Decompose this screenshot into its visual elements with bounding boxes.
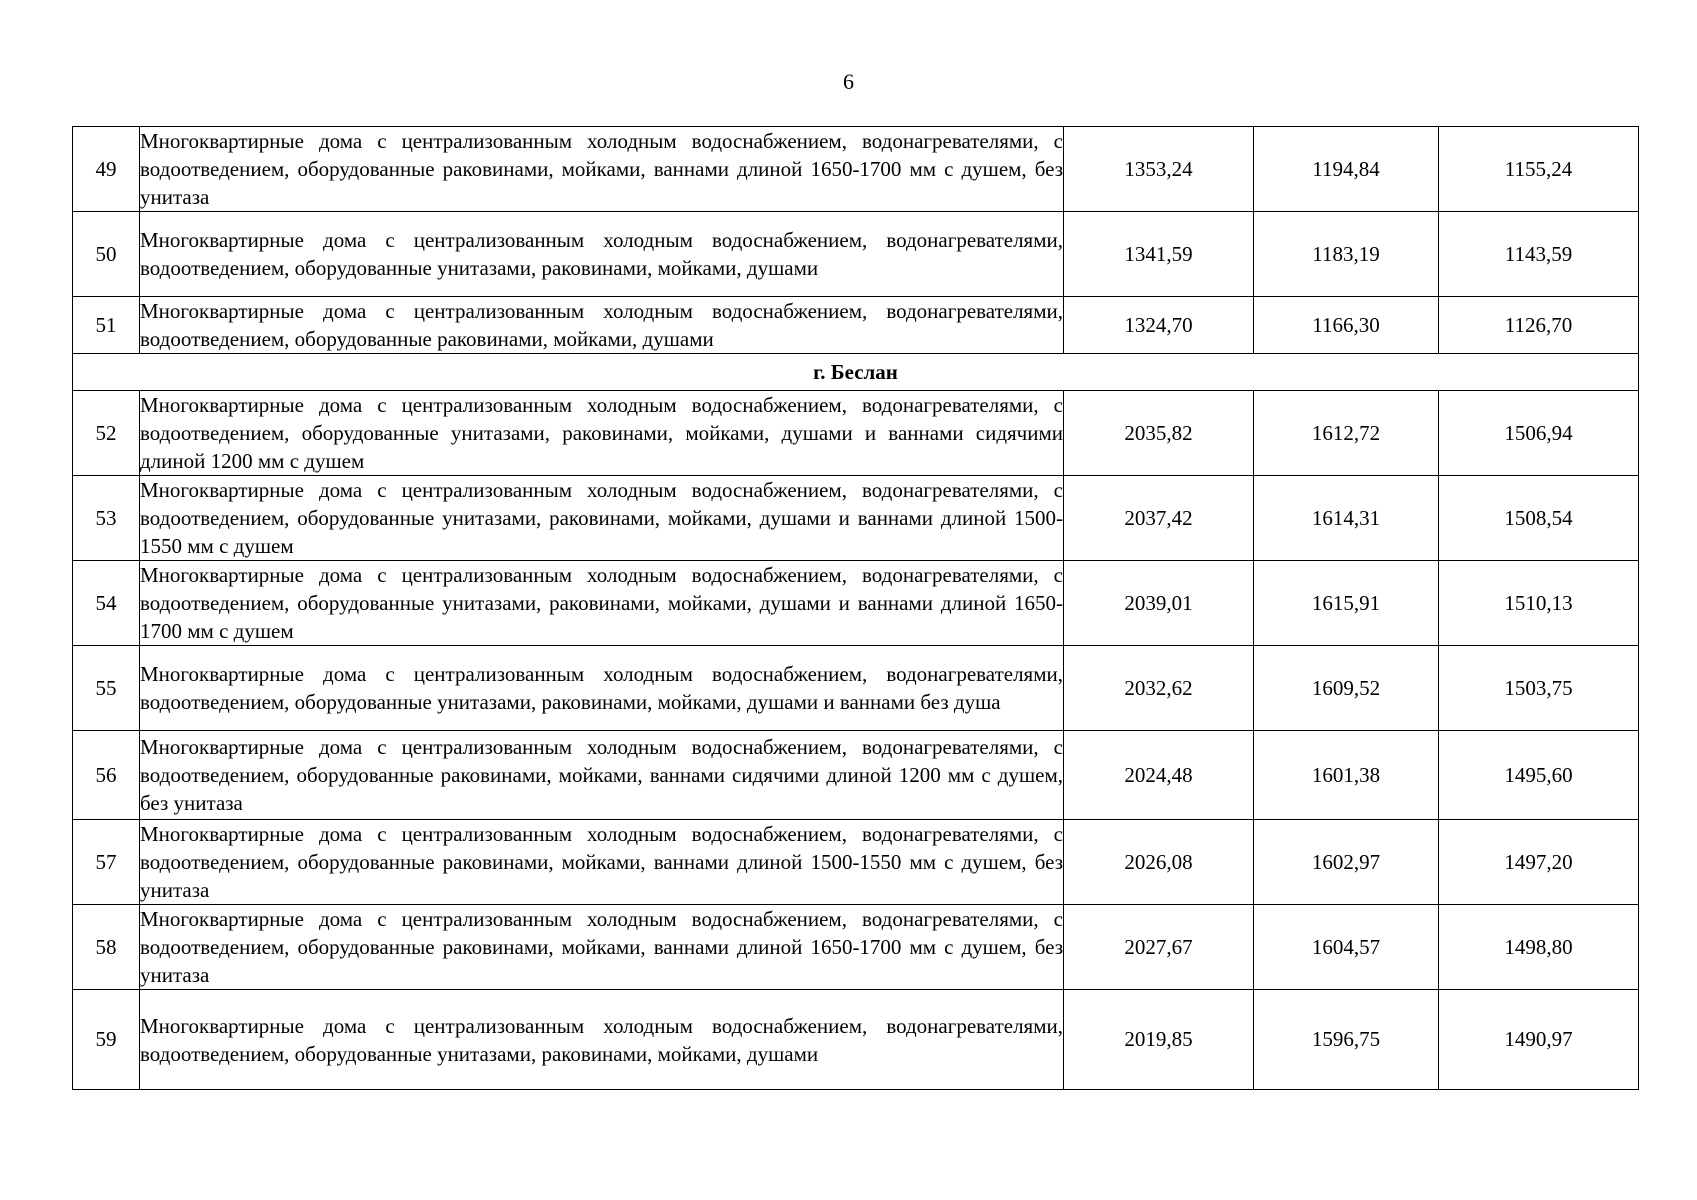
row-value-2: 1615,91	[1254, 561, 1439, 646]
table-row	[73, 731, 1639, 820]
row-value-3: 1508,54	[1439, 476, 1639, 561]
row-description: Многоквартирные дома с централизованным холодным водоснабжением, водонагревателями, с водоотведением, оборудованные раковинами, мойками, ваннами длиной 1650-1700 мм с душем, без унитаза	[140, 127, 1064, 212]
table-row	[73, 990, 1639, 1090]
row-value-2: 1183,19	[1254, 212, 1439, 297]
row-value-3: 1498,80	[1439, 905, 1639, 990]
row-number: 51	[73, 297, 140, 354]
table-row	[73, 212, 1639, 297]
tariff-table	[72, 126, 1639, 1090]
row-value-2: 1609,52	[1254, 646, 1439, 731]
table-row	[73, 646, 1639, 731]
row-number: 50	[73, 212, 140, 297]
table-row	[73, 820, 1639, 905]
row-description: Многоквартирные дома с централизованным холодным водоснабжением, водонагревателями, с водоотведением, оборудованные раковинами, мойками, ваннами сидячими длиной 1200 мм с душем, без унитаза	[140, 731, 1064, 820]
row-value-2: 1194,84	[1254, 127, 1439, 212]
row-description: Многоквартирные дома с централизованным холодным водоснабжением, водонагревателями, водоотведением, оборудованные раковинами, мойками, душами	[140, 297, 1064, 354]
row-value-3: 1155,24	[1439, 127, 1639, 212]
row-value-3: 1490,97	[1439, 990, 1639, 1090]
row-value-2: 1601,38	[1254, 731, 1439, 820]
row-number: 53	[73, 476, 140, 561]
row-value-2: 1166,30	[1254, 297, 1439, 354]
row-description: Многоквартирные дома с централизованным холодным водоснабжением, водонагревателями, с водоотведением, оборудованные раковинами, мойками, ваннами длиной 1650-1700 мм с душем, без унитаза	[140, 905, 1064, 990]
row-value-1: 2026,08	[1064, 820, 1254, 905]
row-value-3: 1503,75	[1439, 646, 1639, 731]
row-number: 57	[73, 820, 140, 905]
row-value-1: 2035,82	[1064, 391, 1254, 476]
row-value-3: 1143,59	[1439, 212, 1639, 297]
row-description: Многоквартирные дома с централизованным холодным водоснабжением, водонагревателями, водоотведением, оборудованные унитазами, раковинами, мойками, душами и ваннами без душа	[140, 646, 1064, 731]
row-value-1: 2019,85	[1064, 990, 1254, 1090]
row-value-3: 1495,60	[1439, 731, 1639, 820]
row-value-1: 1324,70	[1064, 297, 1254, 354]
table-row	[73, 476, 1639, 561]
row-description: Многоквартирные дома с централизованным холодным водоснабжением, водонагревателями, водоотведением, оборудованные унитазами, раковинами, мойками, душами	[140, 990, 1064, 1090]
row-number: 56	[73, 731, 140, 820]
row-value-2: 1602,97	[1254, 820, 1439, 905]
row-value-1: 2024,48	[1064, 731, 1254, 820]
row-value-1: 2037,42	[1064, 476, 1254, 561]
row-value-2: 1596,75	[1254, 990, 1439, 1090]
table-row	[73, 905, 1639, 990]
row-value-2: 1612,72	[1254, 391, 1439, 476]
row-value-2: 1604,57	[1254, 905, 1439, 990]
row-value-3: 1497,20	[1439, 820, 1639, 905]
row-description: Многоквартирные дома с централизованным холодным водоснабжением, водонагревателями, с водоотведением, оборудованные раковинами, мойками, ваннами длиной 1500-1550 мм с душем, без унитаза	[140, 820, 1064, 905]
row-number: 59	[73, 990, 140, 1090]
row-value-2: 1614,31	[1254, 476, 1439, 561]
row-description: Многоквартирные дома с централизованным холодным водоснабжением, водонагревателями, с водоотведением, оборудованные унитазами, раковинами, мойками, душами и ваннами длиной 1500-1550 мм с душем	[140, 476, 1064, 561]
row-description: Многоквартирные дома с централизованным холодным водоснабжением, водонагревателями, водоотведением, оборудованные унитазами, раковинами, мойками, душами	[140, 212, 1064, 297]
page-number: 6	[843, 69, 854, 94]
section-header-row	[73, 354, 1639, 391]
table-row	[73, 391, 1639, 476]
row-description: Многоквартирные дома с централизованным холодным водоснабжением, водонагревателями, с водоотведением, оборудованные унитазами, раковинами, мойками, душами и ваннами длиной 1650-1700 мм с душем	[140, 561, 1064, 646]
row-value-1: 1341,59	[1064, 212, 1254, 297]
row-value-1: 2039,01	[1064, 561, 1254, 646]
row-value-1: 2027,67	[1064, 905, 1254, 990]
row-description: Многоквартирные дома с централизованным холодным водоснабжением, водонагревателями, с водоотведением, оборудованные унитазами, раковинами, мойками, душами и ваннами сидячими длиной 1200 мм с душем	[140, 391, 1064, 476]
row-value-3: 1126,70	[1439, 297, 1639, 354]
table-row	[73, 127, 1639, 212]
row-number: 58	[73, 905, 140, 990]
row-number: 49	[73, 127, 140, 212]
row-number: 55	[73, 646, 140, 731]
row-value-3: 1506,94	[1439, 391, 1639, 476]
section-title: г. Беслан	[73, 354, 1639, 391]
row-value-1: 1353,24	[1064, 127, 1254, 212]
row-value-3: 1510,13	[1439, 561, 1639, 646]
row-number: 52	[73, 391, 140, 476]
table-row	[73, 297, 1639, 354]
table-row	[73, 561, 1639, 646]
row-number: 54	[73, 561, 140, 646]
row-value-1: 2032,62	[1064, 646, 1254, 731]
